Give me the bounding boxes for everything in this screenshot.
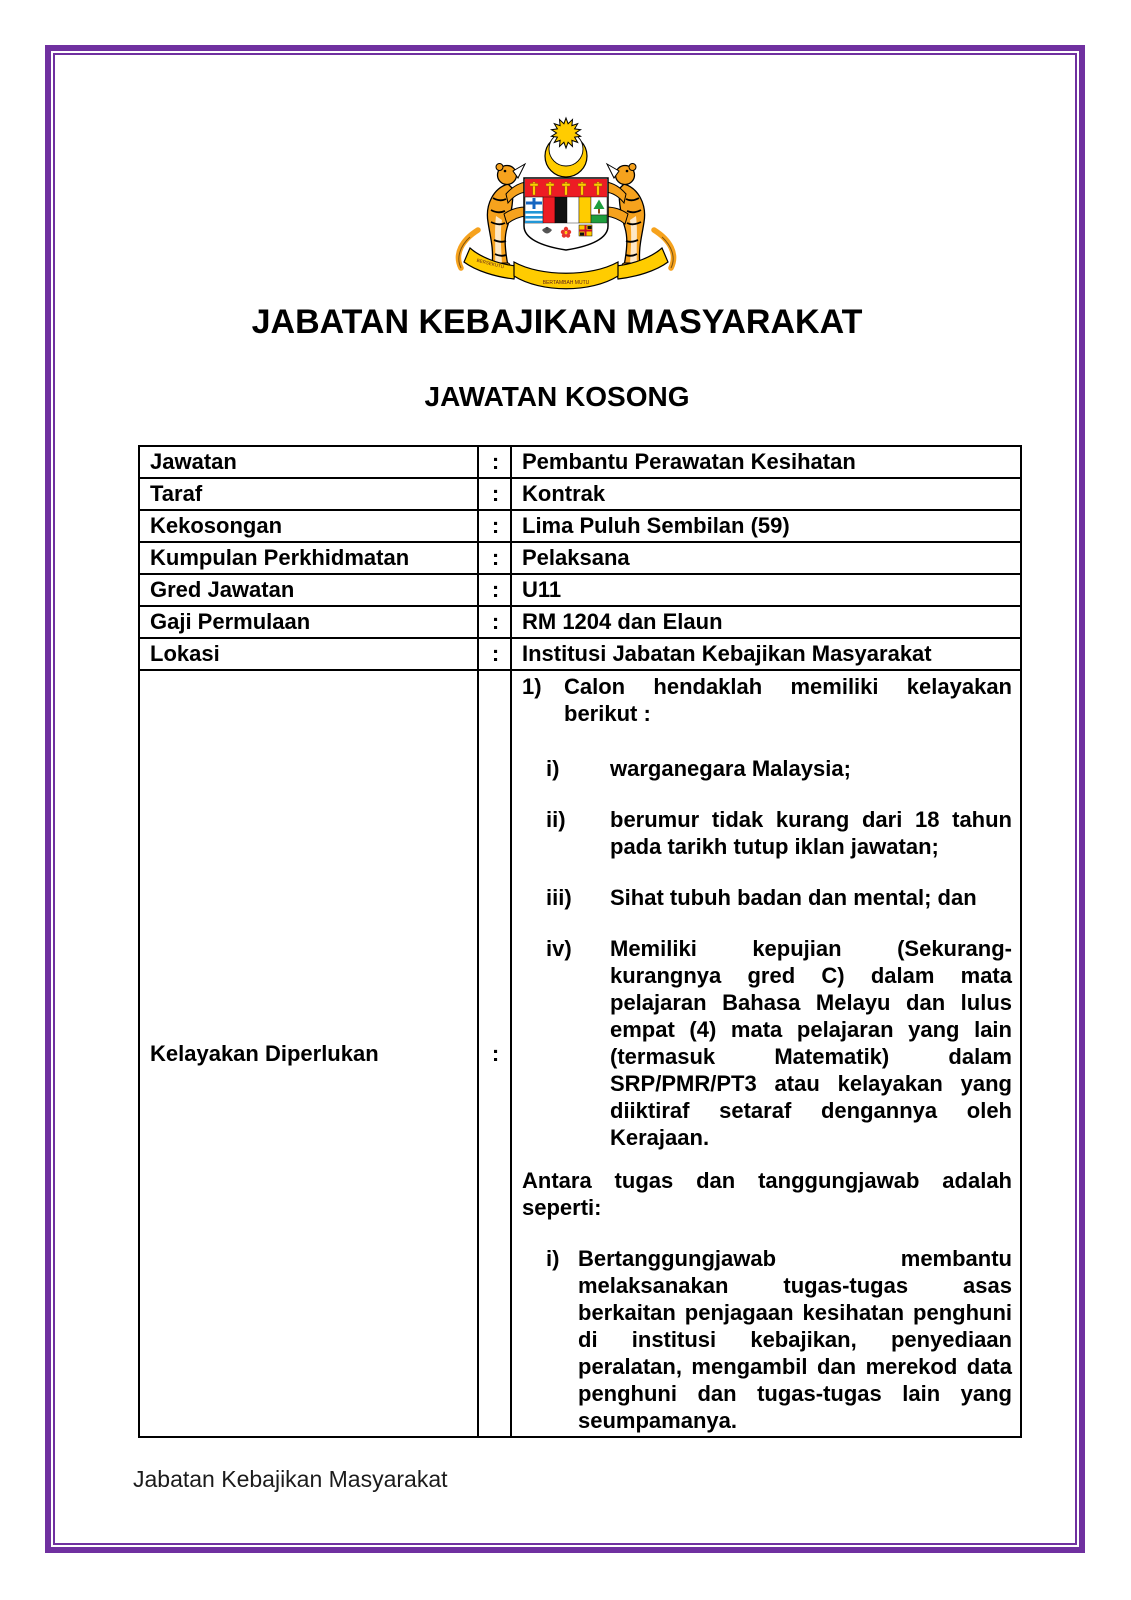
duty-text: Bertanggungjawab membantu melaksanakan tugas-tugas asas berkaitan penjagaan kesihatan penghuni di institusi kebajikan, penyediaan peralatan, mengambil dan merekod data penghuni dan tugas-tugas lain yang seumpamanya. bbox=[578, 1246, 1012, 1433]
row-label: Lokasi bbox=[139, 638, 478, 670]
table-row bbox=[139, 638, 1021, 670]
intro-text: Calon hendaklah memiliki kelayakan berikut : bbox=[564, 674, 1012, 726]
row-colon: : bbox=[478, 542, 511, 574]
organization-title: JABATAN KEBAJIKAN MASYARAKAT bbox=[251, 303, 863, 341]
requirement-number: iv) bbox=[546, 936, 572, 961]
row-colon: : bbox=[478, 478, 511, 510]
table-row-kelayakan bbox=[139, 670, 1021, 1437]
row-value: Pelaksana bbox=[511, 542, 1021, 574]
row-value: Pembantu Perawatan Kesihatan bbox=[511, 446, 1021, 478]
table-row bbox=[139, 510, 1021, 542]
row-value: Kontrak bbox=[511, 478, 1021, 510]
requirement-item bbox=[522, 884, 1012, 911]
table-row bbox=[139, 574, 1021, 606]
row-colon: : bbox=[478, 638, 511, 670]
table-row bbox=[139, 446, 1021, 478]
requirement-item bbox=[522, 935, 1012, 1151]
requirement-text: berumur tidak kurang dari 18 tahun pada tarikh tutup iklan jawatan; bbox=[610, 807, 1012, 859]
row-value: RM 1204 dan Elaun bbox=[511, 606, 1021, 638]
row-label: Kelayakan Diperlukan bbox=[139, 670, 478, 1437]
footer-text: Jabatan Kebajikan Masyarakat bbox=[133, 1466, 448, 1492]
row-label: Gaji Permulaan bbox=[139, 606, 478, 638]
row-label: Jawatan bbox=[139, 446, 478, 478]
shield-icon bbox=[524, 178, 608, 250]
intro-paragraph bbox=[522, 673, 1012, 727]
requirement-number: iii) bbox=[546, 885, 572, 910]
duty-number: i) bbox=[546, 1246, 560, 1271]
table-row bbox=[139, 478, 1021, 510]
duty-item bbox=[522, 1245, 1012, 1434]
row-label: Kekosongan bbox=[139, 510, 478, 542]
row-colon: : bbox=[478, 510, 511, 542]
requirement-text: Sihat tubuh badan dan mental; dan bbox=[610, 885, 977, 910]
requirement-item bbox=[522, 806, 1012, 860]
table-row bbox=[139, 606, 1021, 638]
requirement-item bbox=[522, 755, 1012, 782]
row-label: Taraf bbox=[139, 478, 478, 510]
row-colon: : bbox=[478, 446, 511, 478]
row-label: Gred Jawatan bbox=[139, 574, 478, 606]
row-value: Lima Puluh Sembilan (59) bbox=[511, 510, 1021, 542]
requirement-text: Memiliki kepujian (Sekurang-kurangnya gred C) dalam mata pelajaran Bahasa Melayu dan lulus empat (4) mata pelajaran yang lain (termasuk Matematik) dalam SRP/PMR/PT3 atau kelayakan yang diiktiraf setaraf dengannya oleh Kerajaan. bbox=[610, 936, 1012, 1150]
row-value: Institusi Jabatan Kebajikan Masyarakat bbox=[511, 638, 1021, 670]
intro-number: 1) bbox=[522, 674, 542, 699]
row-colon: : bbox=[478, 574, 511, 606]
malaysia-coat-of-arms-logo bbox=[446, 116, 686, 301]
motto-center-text: BERTAMBAH MUTU bbox=[542, 280, 590, 286]
vacancy-details-table bbox=[138, 445, 1022, 1438]
page-title: JAWATAN KOSONG bbox=[424, 381, 690, 412]
row-label: Kumpulan Perkhidmatan bbox=[139, 542, 478, 574]
motto-left-text: BERSEKUTU bbox=[476, 257, 505, 270]
duties-intro: Antara tugas dan tanggungjawab adalah seperti: bbox=[522, 1168, 1012, 1220]
table-row bbox=[139, 542, 1021, 574]
row-colon: : bbox=[478, 606, 511, 638]
coat-of-arms-icon bbox=[446, 116, 686, 301]
requirement-number: ii) bbox=[546, 807, 566, 832]
requirement-text: warganegara Malaysia; bbox=[610, 756, 851, 781]
requirement-number: i) bbox=[546, 756, 560, 781]
kelayakan-content bbox=[511, 670, 1021, 1437]
row-value: U11 bbox=[511, 574, 1021, 606]
row-colon: : bbox=[478, 670, 511, 1437]
